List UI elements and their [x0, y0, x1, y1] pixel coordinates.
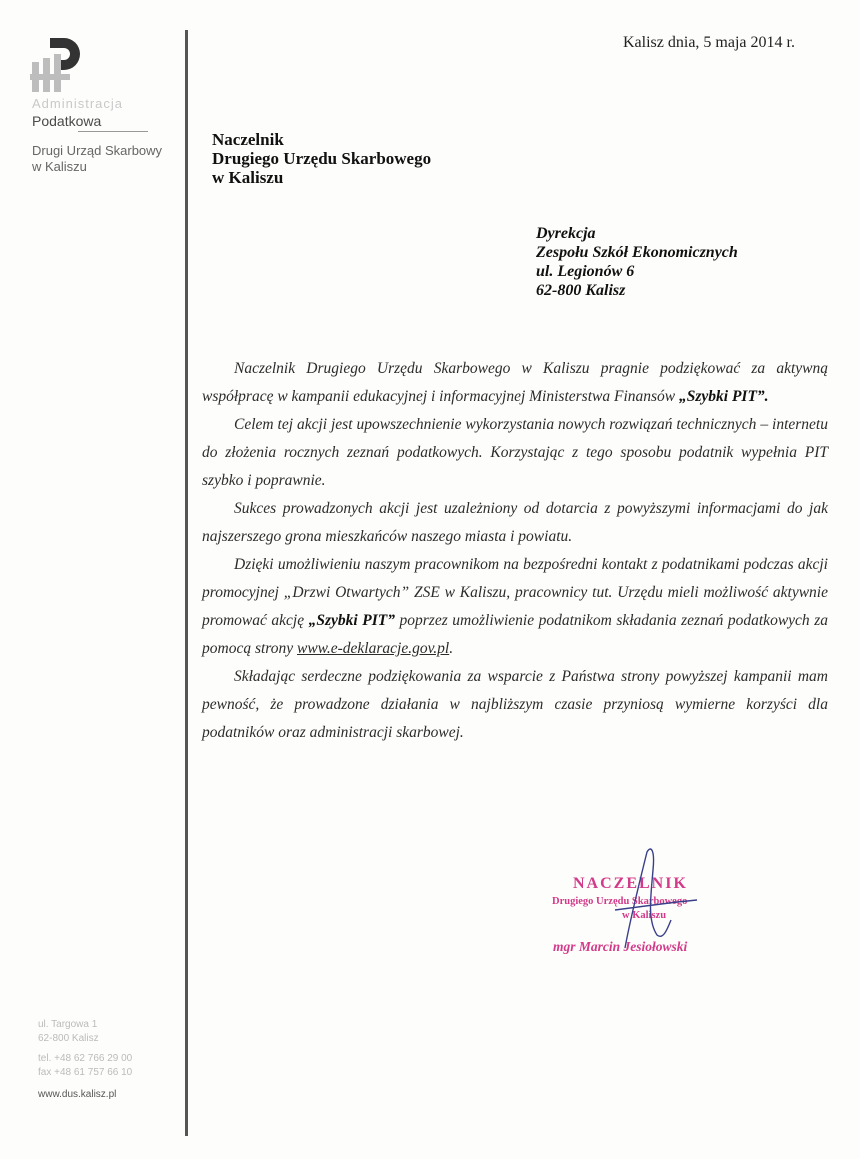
org-name-line1: Administracja — [32, 96, 124, 111]
stamp-city: w Kaliszu — [622, 910, 667, 921]
stamp-name: mgr Marcin Jesiołowski — [553, 939, 688, 954]
paragraph-2: Celem tej akcji jest upowszechnienie wykorzystania nowych rozwiązań technicznych – internetu do złożenia rocznych zeznań podatkowych. Korzystając z tego sposobu podatnik wypełnia PIT szybko i poprawnie. — [202, 416, 828, 489]
letter-body — [202, 355, 828, 747]
p4-text2: poprzez umożliwienie podatnikom składania zeznań podatkowych za pomocą strony — [202, 612, 828, 657]
recipient-line2: Zespołu Szkół Ekonomicznych — [536, 244, 738, 261]
p4-end: . — [449, 640, 454, 657]
website-link[interactable]: www.e-deklaracje.gov.pl — [297, 640, 450, 657]
p1-campaign-name: „Szybki PIT”. — [679, 388, 769, 405]
org-name-line2: Podatkowa — [32, 113, 102, 129]
footer-address-line1: ul. Targowa 1 — [38, 1019, 98, 1030]
handwritten-signature — [585, 840, 705, 960]
recipient-line1: Dyrekcja — [536, 225, 596, 242]
paragraph-1 — [202, 355, 828, 411]
sender-line3: w Kaliszu — [212, 168, 284, 187]
p1-text: Naczelnik Drugiego Urzędu Skarbowego w Kaliszu pragnie podziękować za aktywną współpracę w kampanii edukacyjnej i informacyjnej Ministerstwa Finansów — [202, 360, 828, 405]
footer-phone: tel. +48 62 766 29 00 — [38, 1053, 133, 1064]
stamp-office: Drugiego Urzędu Skarbowego — [552, 896, 688, 907]
sender-line1: Naczelnik — [212, 130, 284, 149]
office-name-line2: w Kaliszu — [32, 159, 87, 174]
p4-campaign-name: „Szybki PIT” — [308, 612, 395, 629]
recipient-line4: 62-800 Kalisz — [536, 282, 626, 299]
paragraph-4 — [202, 551, 828, 663]
footer-fax: fax +48 61 757 66 10 — [38, 1067, 133, 1078]
logo-icon — [28, 36, 88, 100]
paragraph-5: Składając serdeczne podziękowania za wsparcie z Państwa strony powyższej kampanii mam pewność, że prowadzone działania w najbliższym czasie przyniosą wymierne korzyści dla podatników oraz administracji skarbowej. — [202, 668, 828, 741]
letterhead-vertical-rule — [185, 30, 188, 1136]
sender-line2: Drugiego Urzędu Skarbowego — [212, 149, 432, 168]
p4-text: Dzięki umożliwieniu naszym pracownikom na bezpośredni kontakt z podatnikami podczas akcji promocyjnej „Drzwi Otwartych” ZSE w Kaliszu, pracownicy tut. Urzędu mieli możliwość aktywnie promować akcję — [202, 556, 828, 629]
recipient-line3: ul. Legionów 6 — [536, 263, 635, 280]
letter-date: Kalisz dnia, 5 maja 2014 r. — [623, 34, 795, 51]
footer-address-line2: 62-800 Kalisz — [38, 1033, 99, 1044]
office-name-line1: Drugi Urząd Skarbowy — [32, 143, 163, 158]
footer-website: www.dus.kalisz.pl — [38, 1089, 117, 1100]
letterhead-divider — [78, 131, 148, 132]
paragraph-3: Sukces prowadzonych akcji jest uzależniony od dotarcia z powyższymi informacjami do jak najszerszego grona mieszkańców naszego miasta i powiatu. — [202, 500, 828, 545]
stamp-title: NACZELNIK — [573, 875, 688, 892]
